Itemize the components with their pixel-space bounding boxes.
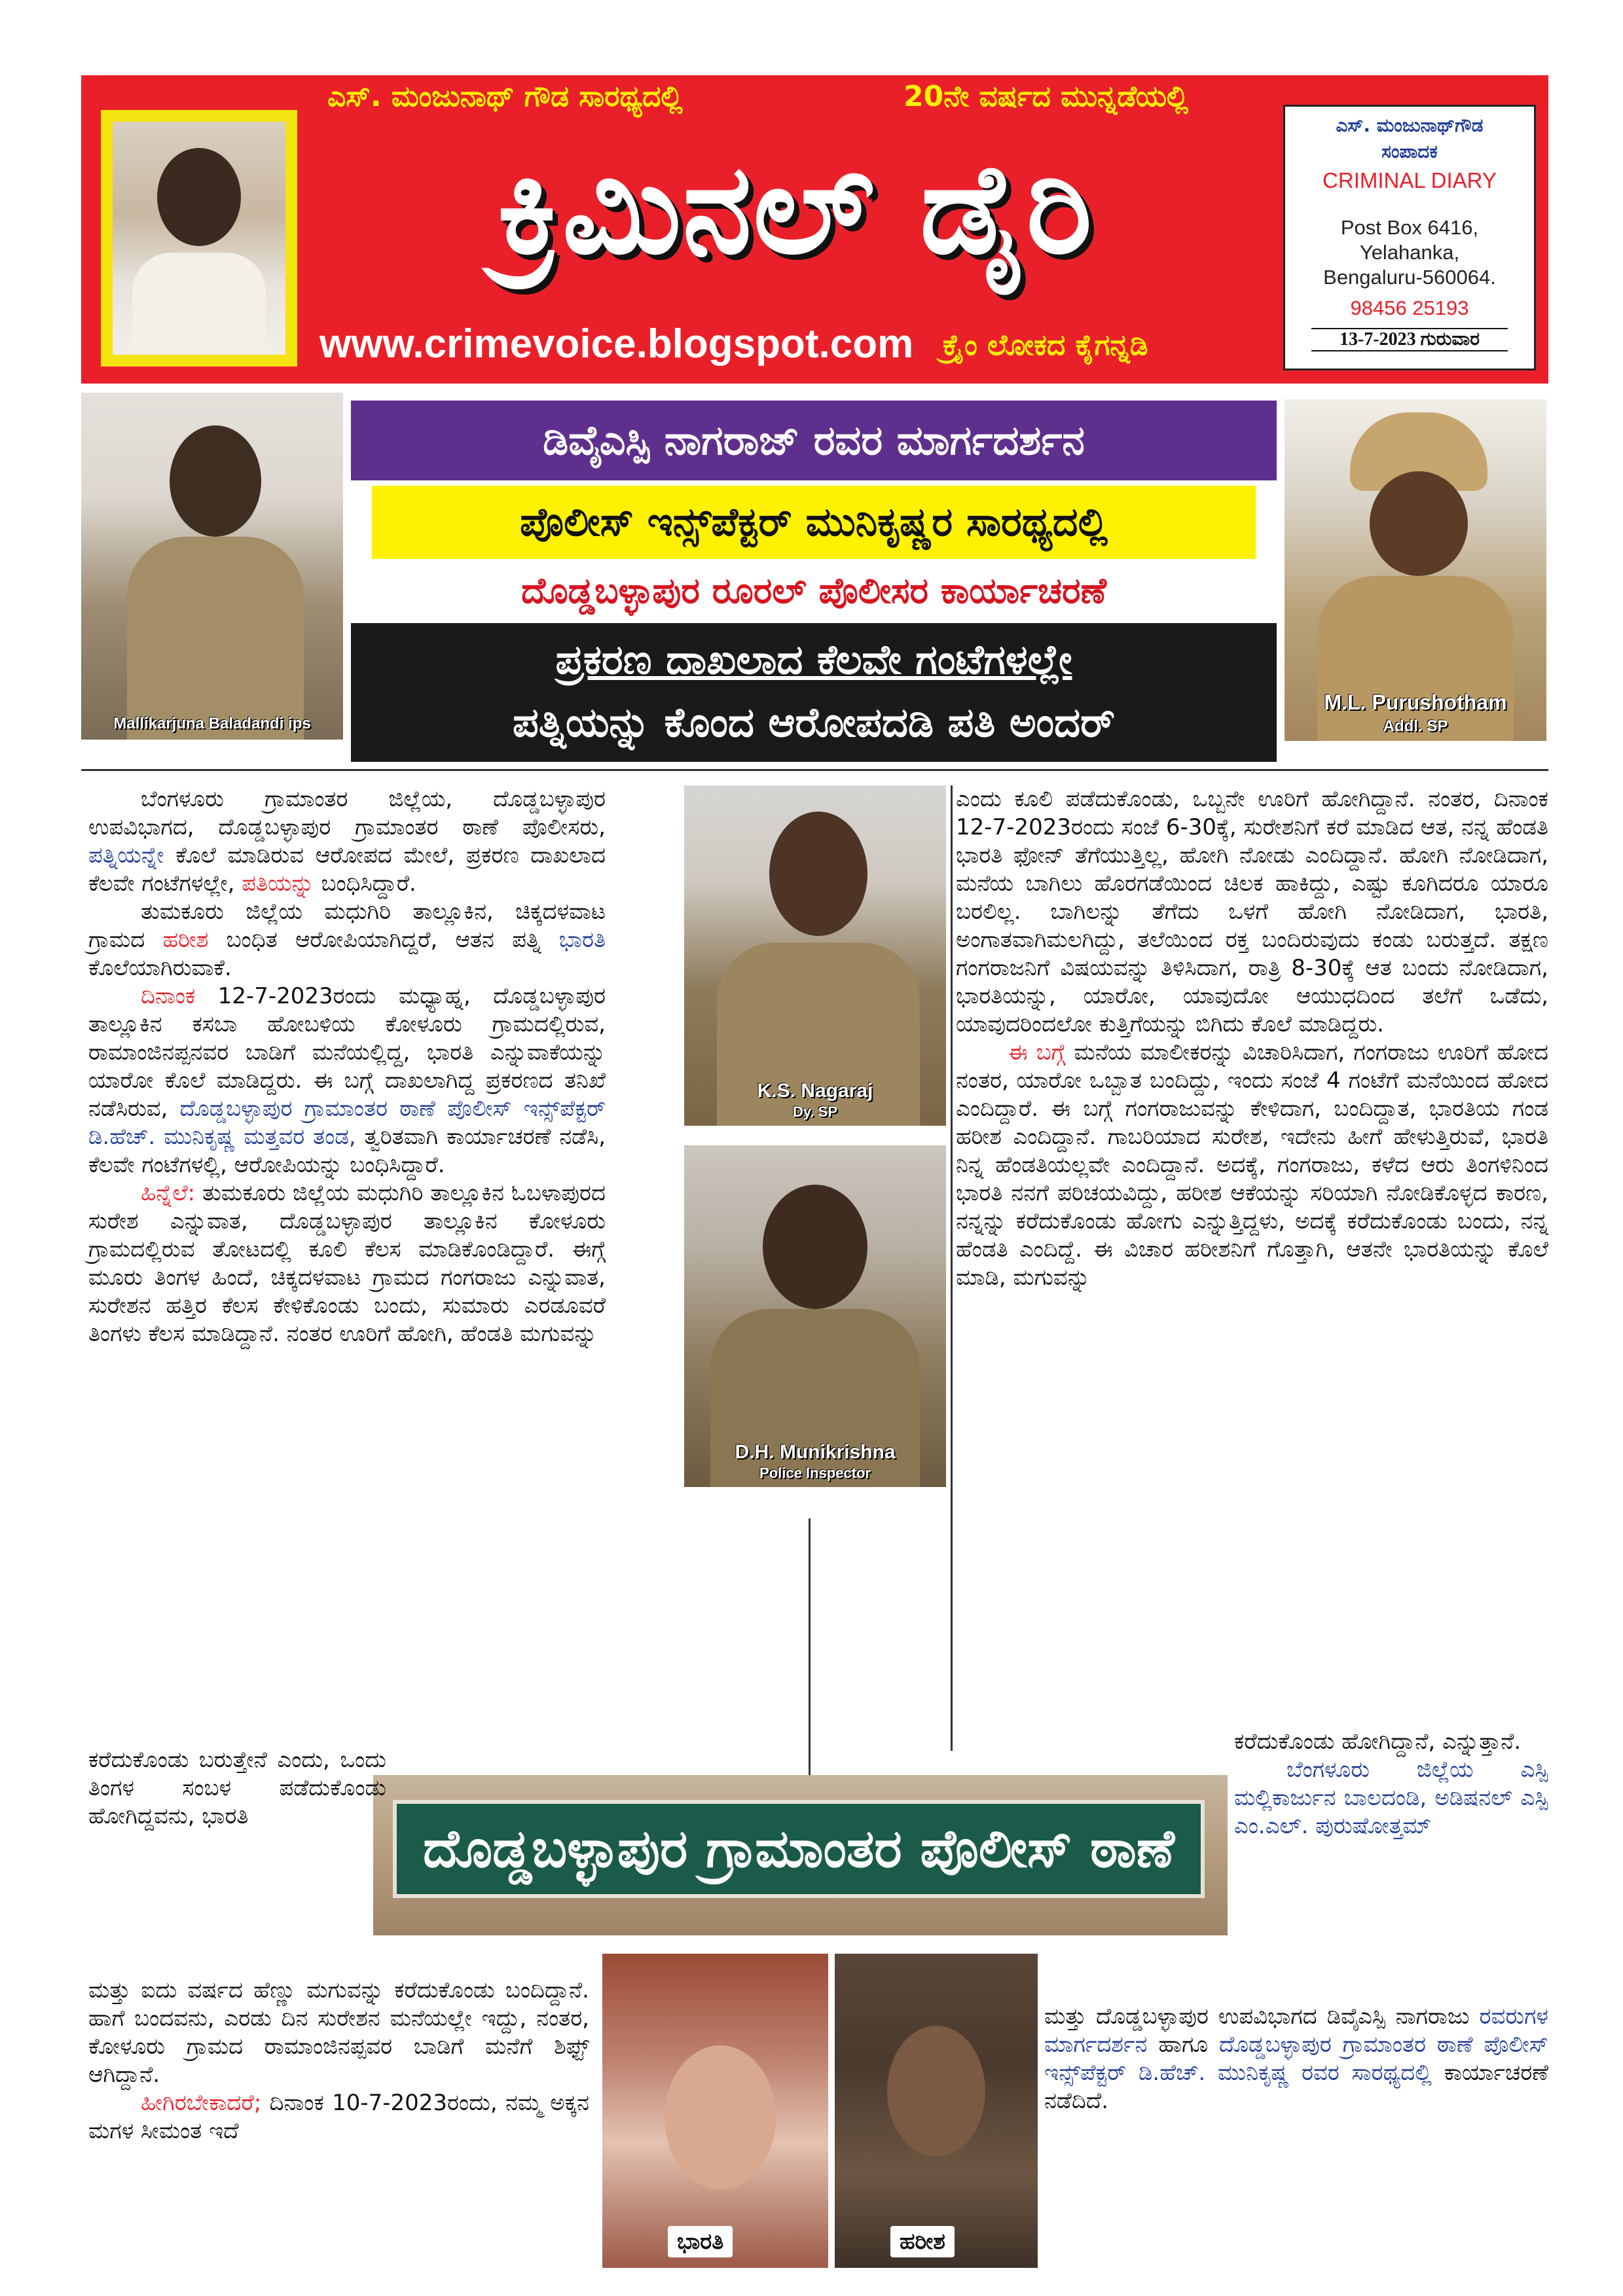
headline-banner-operation: ದೊಡ್ಡಬಳ್ಳಾಪುರ ರೂರಲ್ ಪೊಲೀಸರ ಕಾರ್ಯಾಚರಣೆ [521,570,1106,611]
headline-banner-guidance: ಡಿವೈಎಸ್ಪಿ ನಾಗರಾಜ್ ರವರ ಮಾರ್ಗದರ್ಶನ [351,401,1277,480]
sp-photo [81,393,343,740]
photo-caption: Mallikarjuna Baladandi ips [113,715,311,732]
main-headline-line1: ಪ್ರಕರಣ ದಾಖಲಾದ ಕೆಲವೇ ಗಂಟೆಗಳಲ್ಲೇ [555,636,1072,683]
headline-banner-inspector: ಪೊಲೀಸ್ ಇನ್ಸ್‌ಪೆಕ್ಟರ್ ಮುನಿಕೃಷ್ಣರ ಸಾರಥ್ಯದಲ್ಲಿ [372,486,1256,559]
dysp-photo [684,785,946,1126]
newspaper-title: ಕ್ರಿಮಿನಲ್ ಡೈರಿ [498,137,1093,281]
addl-sp-photo [1285,399,1546,741]
victim-photo [602,1954,828,2268]
police-station-photo [373,1775,1228,1935]
paragraph: ಕರೆದುಕೊಂಡು ಬರುತ್ತೇನೆ ಎಂದು, ಒಂದು ತಿಂಗಳ ಸಂಬಳ ಪಡೆದುಕೊಂಡು ಹೋಗಿದ್ದವನು, ಭಾರತಿ [88,1747,386,1829]
article-column-bottom-right [1234,1728,1548,1840]
address-line: Post Box 6416, [1340,216,1479,239]
main-headline [351,623,1277,762]
paragraph: ಕರೆದುಕೊಂಡು ಹೋಗಿದ್ದಾನೆ, ಎನ್ನುತ್ತಾನೆ. [1234,1729,1522,1755]
photo-tag: ಭಾರತಿ [668,2226,733,2257]
editor-photo [101,110,297,367]
issue-date: 13-7-2023 ಗುರುವಾರ [1311,328,1508,351]
station-sign: ದೊಡ್ಡಬಳ್ಳಾಪುರ ಗ್ರಾಮಾಂತರ ಪೊಲೀಸ್ ಠಾಣೆ [393,1800,1205,1898]
address-line: Bengaluru-560064. [1323,266,1496,289]
tagline: ಕ್ರೈಂ ಲೋಕದ ಕೈಗನ್ನಡಿ [943,329,1148,362]
paragraph: ಎಂದು ಕೂಲಿ ಪಡೆದುಕೊಂಡು, ಒಬ್ಬನೇ ಊರಿಗೆ ಹೋಗಿದ್ದಾನೆ. ನಂತರ, ದಿನಾಂಕ 12-7-2023ರಂದು ಸಂಜೆ 6-30ಕ್ಕೆ, ಸುರೇಶನಿಗೆ ಕರೆ ಮಾಡಿದ ಆತ, ನನ್ನ ಹೆಂಡತಿ ಭಾರತಿ ಫೋನ್ ತೆಗೆಯುತ್ತಿಲ್ಲ, ಹೋಗಿ ನೋಡು ಎಂದಿದ್ದಾನೆ. ಹೋಗಿ ನೋಡಿದಾಗ, ಮನೆಯ ಬಾಗಿಲು ಹೊರಗಡೆಯಿಂದ ಚಿಲಕ ಹಾಕಿದ್ದು, ಎಷ್ಟು ಕೂಗಿದರೂ ಯಾರೂ ಬರಲಿಲ್ಲ. ಬಾಗಿಲನ್ನು ತೆಗೆದು ಒಳಗೆ ಹೋಗಿ ನೋಡಿದಾಗ, ಭಾರತಿ, ಅಂಗಾತವಾಗಿಮಲಗಿದ್ದು, ತಲೆಯಿಂದ ರಕ್ತ ಬಂದಿರುವುದು ಕಂಡು ಬರುತ್ತದೆ. ತಕ್ಷಣ ಗಂಗರಾಜನಿಗೆ ವಿಷಯವನ್ನು ತಿಳಿಸಿದಾಗ, ರಾತ್ರಿ 8-30ಕ್ಕೆ ಆತ ಬಂದು ನೋಡಿದಾಗ, ಭಾರತಿಯನ್ನು, ಯಾರೋ, ಯಾವುದೋ ಆಯುಧದಿಂದ ತಲೆಗೆ ಒಡೆದು, ಯಾವುದರಿಂದಲೋ ಕುತ್ತಿಗೆಯನ್ನು ಬಿಗಿದು ಕೊಲೆ ಮಾಡಿದ್ದರು. [956,786,1548,1037]
article-column-bottom-left [88,1746,386,1831]
paragraph: ಬೆಂಗಳೂರು ಗ್ರಾಮಾಂತರ ಜಿಲ್ಲೆಯ, ದೊಡ್ಡಬಳ್ಳಾಪುರ ಉಪವಿಭಾಗದ, ದೊಡ್ಡಬಳ್ಳಾಪುರ ಗ್ರಾಮಾಂತರ ಠಾಣೆ ಪೊಲೀಸರು, ಪತ್ನಿಯನ್ನೇ ಕೊಲೆ ಮಾಡಿರುವ ಆರೋಪದ ಮೇಲೆ, ಪ್ರಕರಣ ದಾಖಲಾದ ಕೆಲವೇ ಗಂಟೆಗಳಲ್ಲೇ, ಪತಿಯನ್ನು ಬಂಧಿಸಿದ್ದಾರೆ. [88,786,606,897]
photo-caption-name: K.S. Nagaraj [757,1080,873,1102]
paper-name: CRIMINAL DIARY [1322,168,1497,192]
paragraph: ಹೀಗಿರಬೇಕಾದರೆ; ದಿನಾಂಕ 10-7-2023ರಂದು, ನಮ್ಮ ಅಕ್ಕನ ಮಗಳ ಸೀಮಂತ ಇದೆ [88,2090,589,2144]
phone-number: 98456 25193 [1350,296,1469,319]
paragraph: ತುಮಕೂರು ಜಿಲ್ಲೆಯ ಮಧುಗಿರಿ ತಾಲ್ಲೂಕಿನ, ಚಿಕ್ಕದಳವಾಟ ಗ್ರಾಮದ ಹರೀಶ ಬಂಧಿತ ಆರೋಪಿಯಾಗಿದ್ದರೆ, ಆತನ ಪತ್ನಿ ಭಾರತಿ ಕೊಲೆಯಾಗಿರುವಾಕೆ. [88,899,606,981]
photo-caption-role: Dy. SP [792,1103,838,1120]
paragraph: ಹಿನ್ನೆಲೆ: ತುಮಕೂರು ಜಿಲ್ಲೆಯ ಮಧುಗಿರಿ ತಾಲ್ಲೂಕಿನ ಓಬಳಾಪುರದ ಸುರೇಶ ಎನ್ನುವಾತ, ದೊಡ್ಡಬಳ್ಳಾಪುರ ತಾಲ್ಲೂಕಿನ ಕೋಳೂರು ಗ್ರಾಮದಲ್ಲಿರುವ ತೋಟದಲ್ಲಿ ಕೂಲಿ ಕೆಲಸ ಮಾಡಿಕೊಂಡಿದ್ದಾರೆ. ಈಗ್ಗೆ ಮೂರು ತಿಂಗಳ ಹಿಂದೆ, ಚಿಕ್ಕದಳವಾಟ ಗ್ರಾಮದ ಗಂಗರಾಜು ಎನ್ನುವಾತ, ಸುರೇಶನ ಹತ್ತಿರ ಕೆಲಸ ಕೇಳಿಕೊಂಡು ಬಂದು, ಸುಮಾರು ಎರಡೂವರೆ ತಿಂಗಳು ಕೆಲಸ ಮಾಡಿದ್ದಾನೆ. ನಂತರ ಊರಿಗೆ ಹೋಗಿ, ಹೆಂಡತಿ ಮಗುವನ್ನು [88,1180,606,1347]
accused-photo [835,1954,1038,2268]
address [1285,215,1534,290]
photo-caption-role: Addl. SP [1383,717,1448,735]
article-column-bottom-right-lower [1044,2003,1548,2115]
column-divider [809,1518,811,1780]
main-headline-line2: ಪತ್ನಿಯನ್ನು ಕೊಂದ ಆರೋಪದಡಿ ಪತಿ ಅಂದರ್ [512,698,1116,746]
column-divider [951,785,953,1751]
photo-caption-name: D.H. Munikrishna [735,1441,896,1463]
article-column-left [88,785,606,1348]
paragraph: ಮತ್ತು ಐದು ವರ್ಷದ ಹೆಣ್ಣು ಮಗುವನ್ನು ಕರೆದುಕೊಂಡು ಬಂದಿದ್ದಾನೆ. ಹಾಗೆ ಬಂದವನು, ಎರಡು ದಿನ ಸುರೇಶನ ಮನೆಯಲ್ಲೇ ಇದ್ದು, ನಂತರ, ಕೋಳೂರು ಗ್ರಾಮದ ರಾಮಾಂಜಿನಪ್ಪವರ ಬಾಡಿಗೆ ಮನೆಗೆ ಶಿಫ್ಟ್ ಆಗಿದ್ದಾನೆ. [88,1977,589,2088]
paragraph: ದಿನಾಂಕ 12-7-2023ರಂದು ಮಧ್ಯಾಹ್ನ, ದೊಡ್ಡಬಳ್ಳಾಪುರ ತಾಲ್ಲೂಕಿನ ಕಸಬಾ ಹೋಬಳಿಯ ಕೋಳೂರು ಗ್ರಾಮದಲ್ಲಿರುವ, ರಾಮಾಂಜಿನಪ್ಪನವರ ಬಾಡಿಗೆ ಮನೆಯಲ್ಲಿದ್ದ, ಭಾರತಿ ಎನ್ನುವಾಕೆಯನ್ನು ಯಾರೋ ಕೊಲೆ ಮಾಡಿದ್ದರು. ಈ ಬಗ್ಗೆ ದಾಖಲಾಗಿದ್ದ ಪ್ರಕರಣದ ತನಿಖೆ ನಡೆಸಿರುವ, ದೊಡ್ಡಬಳ್ಳಾಪುರ ಗ್ರಾಮಾಂತರ ಠಾಣೆ ಪೊಲೀಸ್ ಇನ್ಸ್‌ಪೆಕ್ಟರ್ ಡಿ.ಹೆಚ್. ಮುನಿಕೃಷ್ಣ ಮತ್ತವರ ತಂಡ, ತ್ವರಿತವಾಗಿ ಕಾರ್ಯಾಚರಣೆ ನಡೆಸಿ, ಕೆಲವೇ ಗಂಟೆಗಳಲ್ಲಿ, ಆರೋಪಿಯನ್ನು ಬಂಧಿಸಿದ್ದಾರೆ. [88,983,606,1178]
masthead-top-left: ಎಸ್. ಮಂಜುನಾಥ್ ಗೌಡ ಸಾರಥ್ಯದಲ್ಲಿ [327,80,683,113]
paragraph: ಈ ಬಗ್ಗೆ ಮನೆಯ ಮಾಲೀಕರನ್ನು ವಿಚಾರಿಸಿದಾಗ, ಗಂಗರಾಜು ಊರಿಗೆ ಹೋದ ನಂತರ, ಯಾರೋ ಒಬ್ಬಾತ ಬಂದಿದ್ದು, ಇಂದು ಸಂಜೆ 4 ಗಂಟೆಗೆ ಮನೆಯಿಂದ ಹೋದ ಎಂದಿದ್ದಾರೆ. ಈ ಬಗ್ಗೆ ಗಂಗರಾಜುವನ್ನು ಕೇಳಿದಾಗ, ಬಂದಿದ್ದಾತ, ಭಾರತಿಯ ಗಂಡ ಹರೀಶ ಎಂದಿದ್ದಾನೆ. ಗಾಬರಿಯಾದ ಸುರೇಶ, ಇದೇನು ಹೀಗೆ ಹೇಳುತ್ತಿರುವೆ, ಭಾರತಿ ನಿನ್ನ ಹೆಂಡತಿಯಲ್ಲವೇ ಎಂದಿದ್ದಾನೆ. ಅದಕ್ಕೆ, ಗಂಗರಾಜು, ಕಳೆದ ಆರು ತಿಂಗಳಿನಿಂದ ಭಾರತಿ ನನಗೆ ಪರಿಚಯವಿದ್ದು, ಹರೀಶ ಆಕೆಯನ್ನು ಸರಿಯಾಗಿ ನೋಡಿಕೊಳ್ಳದ ಕಾರಣ, ನನ್ನನ್ನು ಕರೆದುಕೊಂಡು ಹೋಗು ಎನ್ನುತ್ತಿದ್ದಳು, ಅದಕ್ಕೆ ಕರೆದುಕೊಂಡು ಬಂದು, ನನ್ನ ಹೆಂಡತಿ ಎಂದಿದ್ದೆ. ಈ ವಿಚಾರ ಹರೀಶನಿಗೆ ಗೊತ್ತಾಗಿ, ಆತನೇ ಭಾರತಿಯನ್ನು ಕೊಲೆ ಮಾಡಿ, ಮಗುವನ್ನು [956,1039,1549,1291]
website-link[interactable]: www.crimevoice.blogspot.com [319,321,914,367]
paragraph: ಬೆಂಗಳೂರು ಜಿಲ್ಲೆಯ ಎಸ್ಪಿ ಮಲ್ಲಿಕಾರ್ಜುನ ಬಾಲದಂಡಿ, ಅಡಿಷನಲ್ ಎಸ್ಪಿ ಎಂ.ಎಲ್. ಪುರುಷೋತ್ತಮ್ [1234,1757,1548,1839]
inspector-photo [684,1145,946,1487]
editor-name: ಎಸ್. ಮಂಜುನಾಥ್‌ಗೌಡ [1336,115,1484,136]
photo-caption-role: Police Inspector [759,1465,871,1481]
photo-tag: ಹರೀಶ [890,2226,955,2257]
divider [81,769,1548,771]
editor-role: ಸಂಪಾದಕ [1381,141,1438,162]
article-column-right [956,785,1548,1292]
article-column-bottom-left-lower [88,1977,589,2145]
photo-caption-name: M.L. Purushotham [1324,691,1507,714]
paragraph: ಮತ್ತು ದೊಡ್ಡಬಳ್ಳಾಪುರ ಉಪವಿಭಾಗದ ಡಿವೈಎಸ್ಪಿ ನಾಗರಾಜು ರವರುಗಳ ಮಾರ್ಗದರ್ಶನ ಹಾಗೂ ದೊಡ್ಡಬಳ್ಳಾಪುರ ಗ್ರಾಮಾಂತರ ಠಾಣೆ ಪೊಲೀಸ್ ಇನ್ಸ್‌ಪೆಕ್ಟರ್ ಡಿ.ಹೆಚ್. ಮುನಿಕೃಷ್ಣ ರವರ ಸಾರಥ್ಯದಲ್ಲಿ ಕಾರ್ಯಾಚರಣೆ ನಡೆದಿದೆ. [1044,2003,1548,2114]
editor-info-box [1283,105,1536,370]
address-line: Yelahanka, [1359,241,1460,264]
masthead-top-right: 20ನೇ ವರ್ಷದ ಮುನ್ನಡೆಯಲ್ಲಿ [903,80,1189,113]
